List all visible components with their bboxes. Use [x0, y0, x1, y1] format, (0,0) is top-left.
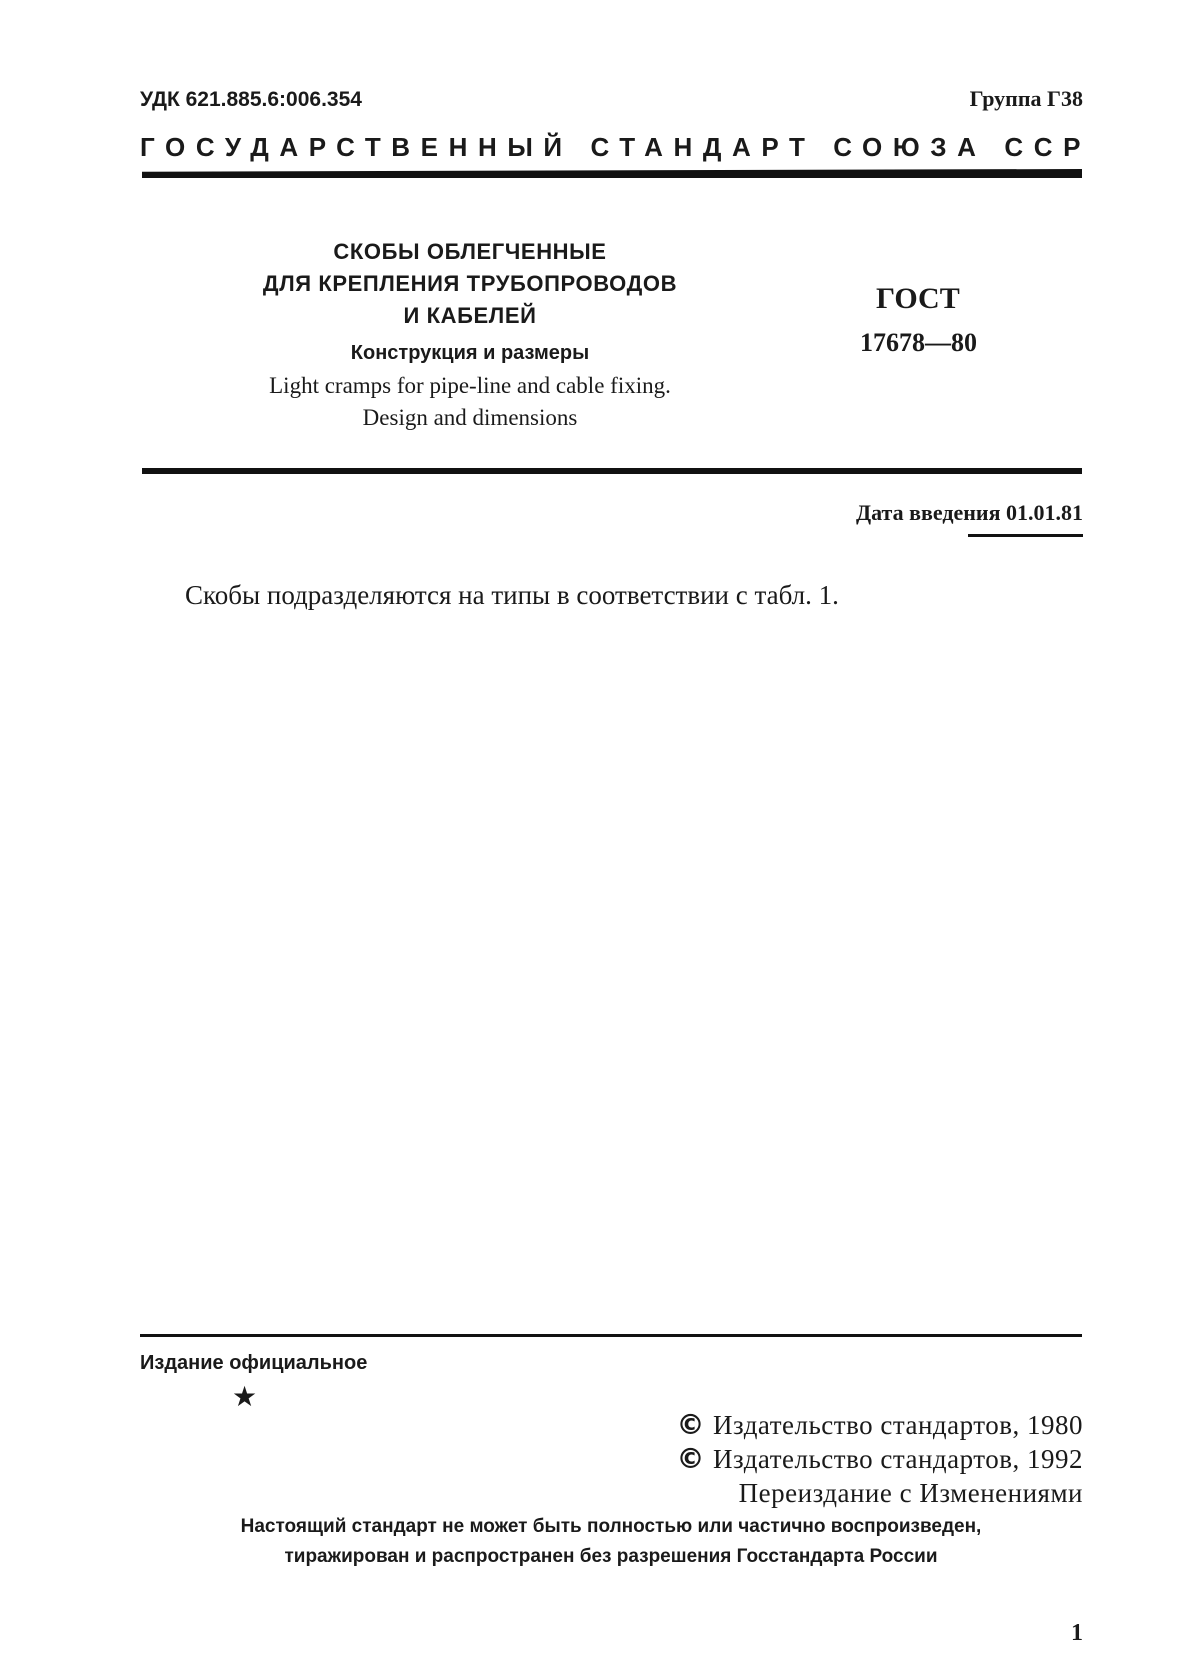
page-number: 1	[1071, 1620, 1083, 1646]
group-code: Группа Г38	[969, 86, 1083, 111]
reproduction-notice	[140, 1512, 1082, 1572]
official-edition-label: Издание официальное	[140, 1352, 368, 1374]
udk-code: УДК 621.885.6:006.354	[140, 88, 362, 111]
copyright-line-1980	[677, 1408, 1083, 1442]
title-english-line-2: Design and dimensions	[362, 405, 578, 430]
introduction-date-underline	[968, 534, 1083, 537]
notice-line-1: Настоящий стандарт не может быть полностью или частично воспроизведен,	[240, 1516, 982, 1537]
reissue-note: Переиздание с Изменениями	[738, 1478, 1083, 1508]
title-line-3: И КАБЕЛЕЙ	[403, 303, 537, 328]
title-line-1: СКОБЫ ОБЛЕГЧЕННЫЕ	[333, 239, 607, 264]
title-line-2: ДЛЯ КРЕПЛЕНИЯ ТРУБОПРОВОДОВ	[262, 271, 678, 296]
gost-number: 17678—80	[860, 328, 977, 357]
introduction-date: Дата введения 01.01.81	[855, 500, 1083, 525]
top-rule	[142, 169, 1082, 178]
copyright-icon: ©	[676, 1442, 706, 1475]
notice-line-2: тиражирован и распространен без разрешения Госстандарта России	[284, 1546, 938, 1567]
middle-rule	[142, 468, 1082, 474]
copyright-text-1980: Издательство стандартов, 1980	[713, 1410, 1083, 1440]
title-subtitle: Конструкция и размеры	[350, 342, 590, 364]
bottom-rule	[140, 1334, 1082, 1337]
title-english-line-1: Light cramps for pipe-line and cable fixing.	[269, 373, 671, 398]
gost-label: ГОСТ	[876, 282, 960, 315]
copyright-block	[677, 1408, 1083, 1510]
body-paragraph: Скобы подразделяются на типы в соответствии с табл. 1.	[185, 580, 839, 610]
state-standard-heading: ГОСУДАРСТВЕННЫЙ СТАНДАРТ СОЮЗА ССР	[140, 132, 1092, 162]
document-title-block	[210, 236, 730, 432]
star-icon: ★	[232, 1380, 258, 1413]
copyright-icon: ©	[676, 1408, 706, 1441]
copyright-line-1992	[677, 1442, 1083, 1476]
copyright-text-1992: Издательство стандартов, 1992	[713, 1444, 1083, 1474]
